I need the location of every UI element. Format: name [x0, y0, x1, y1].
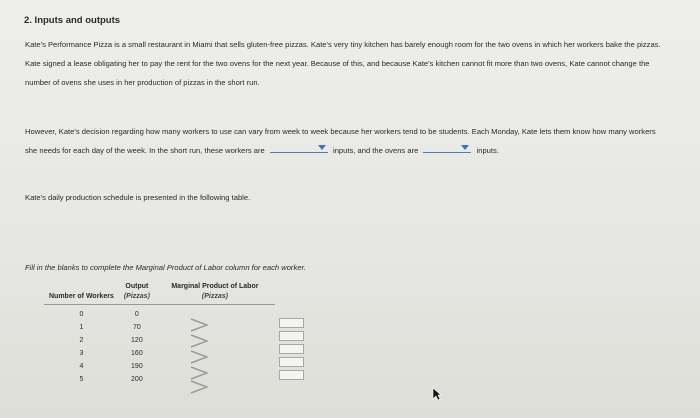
- table-instruction: Fill in the blanks to complete the Marginal Product of Labor column for each worker.: [25, 263, 306, 272]
- table-row: [44, 373, 275, 386]
- table-row: [44, 321, 275, 334]
- paragraph-schedule: Kate's daily production schedule is presented in the following table.: [25, 193, 251, 202]
- col-header-mpl: Marginal Product of Labor (Pizzas): [155, 282, 275, 305]
- table-row: [44, 360, 275, 373]
- workers-cell: 0: [79, 311, 84, 318]
- table-row: [44, 305, 275, 322]
- output-cell: 160: [131, 350, 143, 357]
- output-cell: 190: [131, 363, 143, 370]
- production-schedule-table: [44, 282, 275, 386]
- paragraph-inputs: [25, 122, 665, 160]
- paragraph-intro: Kate's Performance Pizza is a small restaurant in Miami that sells gluten-free pizzas. Kate's very tiny kitchen has barely enough room for the two ovens in which her workers bake the pizzas. Kate signed a lease obligating her to pay the rent for the two ovens for the next year. Because of this, and because Kate's kitchen cannot fit more than two ovens, Kate cannot change the number of ovens she uses in her production of pizzas in the short run.: [25, 40, 661, 87]
- paragraph-inputs-text-1: However, Kate's decision regarding how many workers to use can vary from week to week because her workers tend to be students. Each Monday, Kate lets them know how many workers she needs for each day of the week. In the short run, these workers are: [25, 127, 656, 155]
- bracket-chevron-icon: [190, 318, 208, 332]
- mpl-input-worker-3[interactable]: [279, 344, 304, 354]
- mpl-input-worker-5[interactable]: [279, 370, 304, 380]
- bracket-chevron-icon: [190, 366, 208, 380]
- bracket-chevron-icon: [190, 380, 208, 394]
- output-cell: 70: [132, 324, 141, 331]
- workers-input-type-dropdown[interactable]: [270, 143, 328, 153]
- workers-cell: 4: [79, 363, 84, 370]
- mouse-cursor-icon: [432, 387, 442, 401]
- workers-cell: 5: [79, 376, 84, 383]
- output-cell: 120: [131, 337, 143, 344]
- output-cell: 200: [131, 376, 143, 383]
- chevron-down-icon: [318, 145, 326, 150]
- mpl-input-worker-1[interactable]: [279, 318, 304, 328]
- mpl-input-worker-4[interactable]: [279, 357, 304, 367]
- section-title: 2. Inputs and outputs: [24, 15, 121, 26]
- table-row: [44, 334, 275, 347]
- output-cell: 0: [134, 311, 139, 318]
- bracket-chevron-icon: [190, 334, 208, 348]
- bracket-chevron-icon: [190, 350, 208, 364]
- workers-cell: 3: [79, 350, 84, 357]
- paragraph-inputs-text-3: inputs.: [476, 146, 499, 155]
- paragraph-inputs-text-2: inputs, and the ovens are: [333, 146, 419, 155]
- col-header-output: Output (Pizzas): [119, 282, 155, 305]
- workers-cell: 1: [79, 324, 84, 331]
- ovens-input-type-dropdown[interactable]: [423, 143, 471, 153]
- workers-cell: 2: [79, 337, 84, 344]
- col-header-workers: Number of Workers: [44, 282, 119, 305]
- table-row: [44, 347, 275, 360]
- chevron-down-icon: [461, 145, 469, 150]
- mpl-input-worker-2[interactable]: [279, 331, 304, 341]
